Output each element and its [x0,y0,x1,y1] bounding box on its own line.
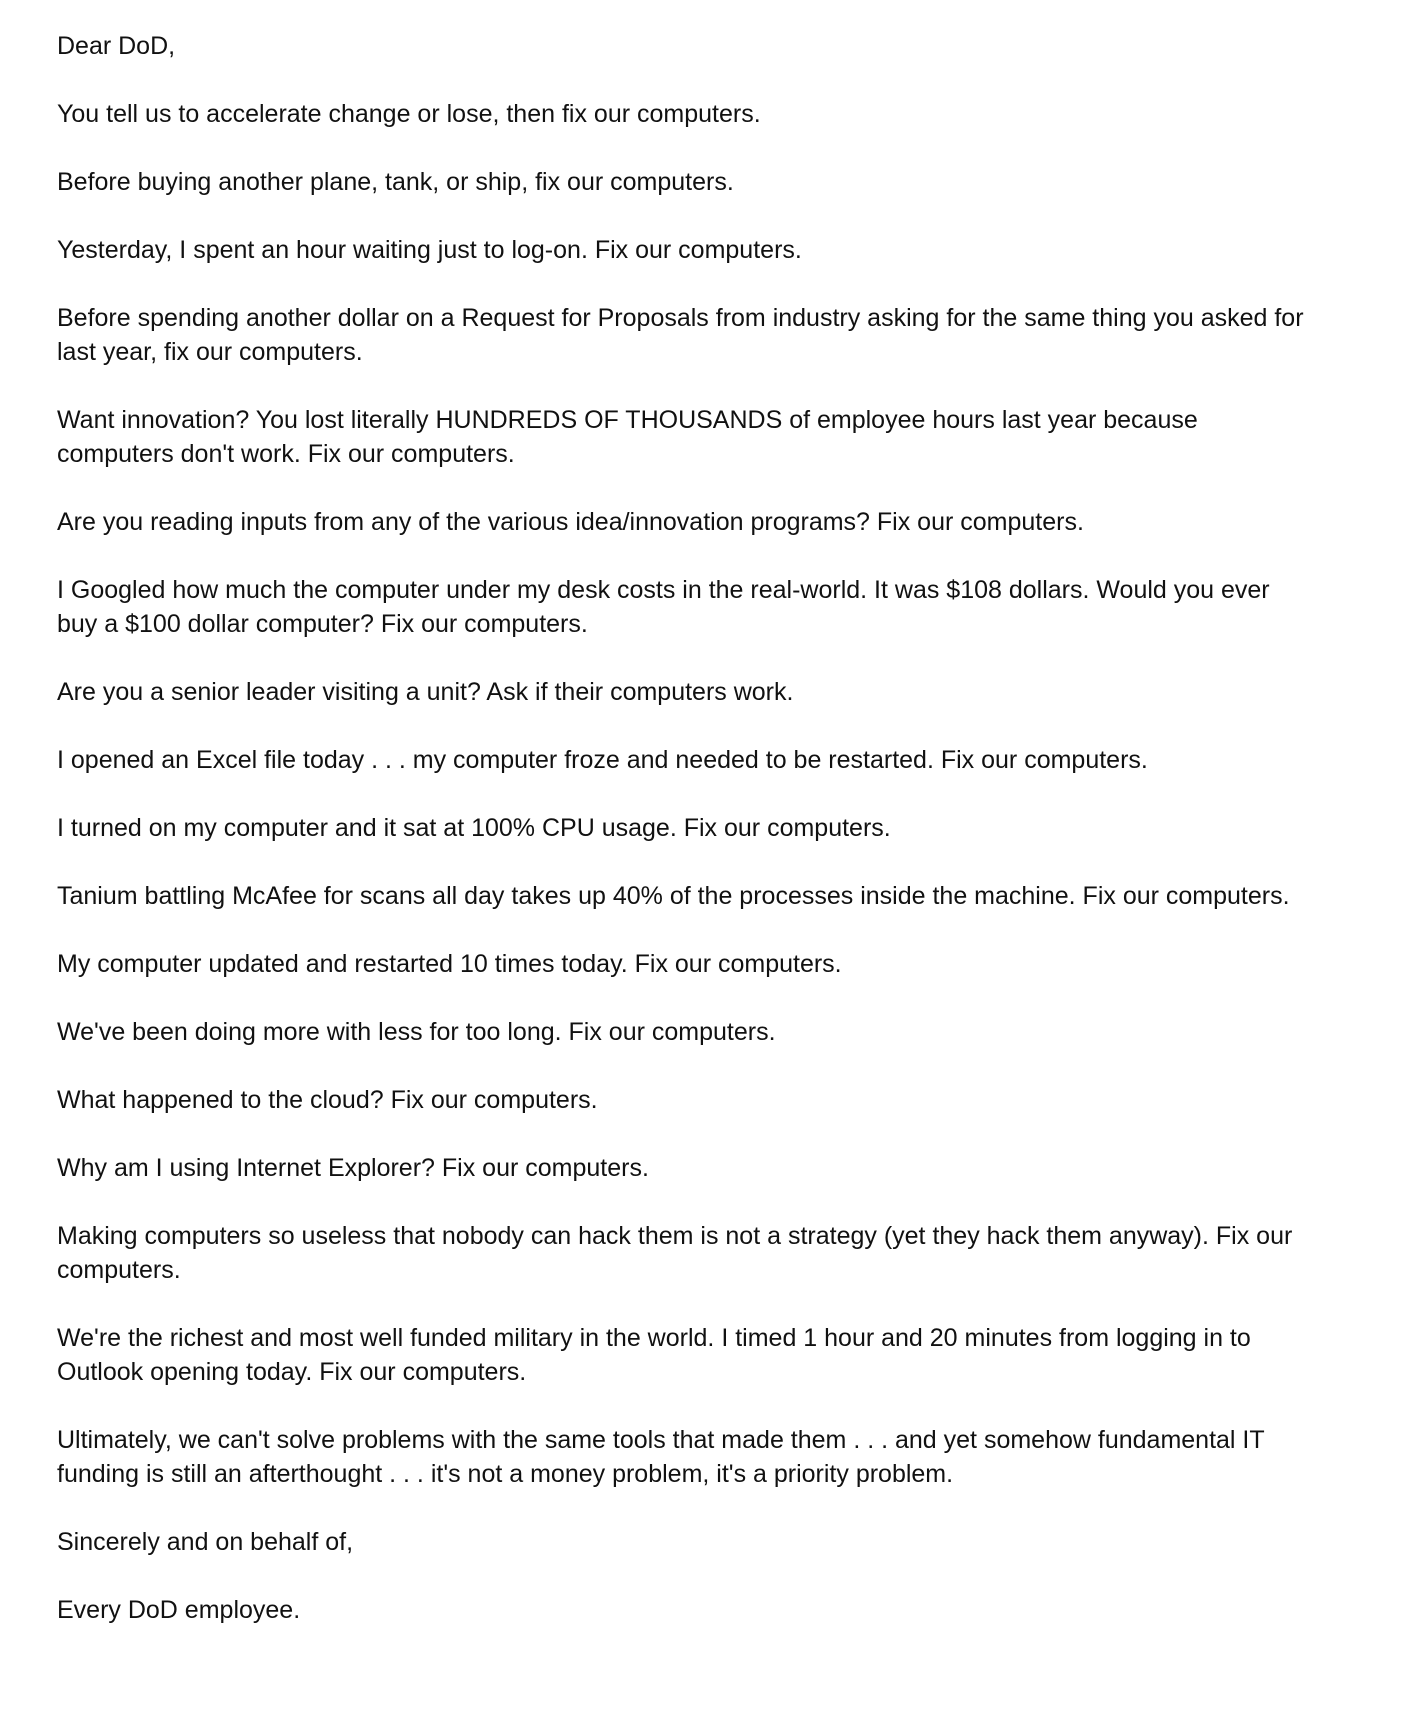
paragraph: I Googled how much the computer under my desk costs in the real-world. It was $108 dollars. Would you ever buy a $100 dollar computer? Fix our computers. [57,576,1270,638]
paragraph: What happened to the cloud? Fix our computers. [57,1086,598,1114]
letter-body [57,29,1307,1627]
paragraph: Why am I using Internet Explorer? Fix our computers. [57,1154,649,1182]
paragraph: Want innovation? You lost literally HUNDREDS OF THOUSANDS of employee hours last year because computers don't work. Fix our computers. [57,406,1198,468]
salutation: Dear DoD, [57,32,176,60]
paragraph: Yesterday, I spent an hour waiting just to log-on. Fix our computers. [57,236,802,264]
signature: Every DoD employee. [57,1596,301,1624]
paragraph: Before spending another dollar on a Request for Proposals from industry asking for the same thing you asked for last year, fix our computers. [57,304,1304,366]
paragraph: We're the richest and most well funded military in the world. I timed 1 hour and 20 minutes from logging in to Outlook opening today. Fix our computers. [57,1324,1251,1386]
paragraph: Making computers so useless that nobody can hack them is not a strategy (yet they hack them anyway). Fix our computers. [57,1222,1293,1284]
paragraph: Ultimately, we can't solve problems with the same tools that made them . . . and yet somehow fundamental IT funding is still an afterthought . . . it's not a money problem, it's a priority problem. [57,1426,1265,1488]
paragraph: I turned on my computer and it sat at 100% CPU usage. Fix our computers. [57,814,891,842]
paragraph: Tanium battling McAfee for scans all day takes up 40% of the processes inside the machine. Fix our computers. [57,882,1290,910]
paragraph: I opened an Excel file today . . . my computer froze and needed to be restarted. Fix our computers. [57,746,1148,774]
paragraph: We've been doing more with less for too long. Fix our computers. [57,1018,776,1046]
paragraph: Are you a senior leader visiting a unit? Ask if their computers work. [57,678,794,706]
paragraph: My computer updated and restarted 10 times today. Fix our computers. [57,950,842,978]
paragraph: You tell us to accelerate change or lose, then fix our computers. [57,100,761,128]
closing: Sincerely and on behalf of, [57,1528,354,1556]
paragraph: Before buying another plane, tank, or ship, fix our computers. [57,168,734,196]
paragraph: Are you reading inputs from any of the various idea/innovation programs? Fix our computers. [57,508,1084,536]
